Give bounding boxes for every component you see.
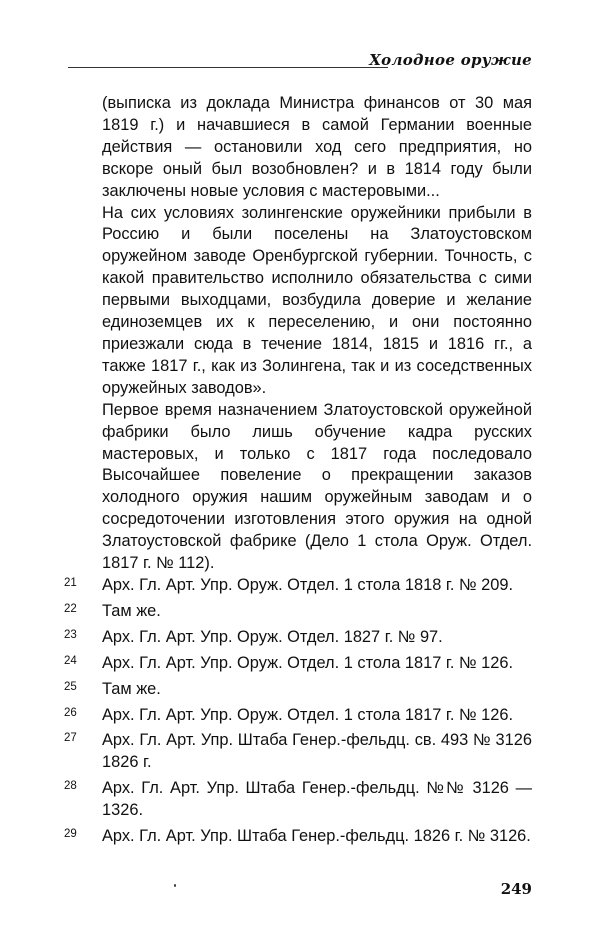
footnote [64,627,532,649]
footnote-number: 21 [64,577,77,589]
footnote-number: 29 [64,828,77,841]
ink-speck [174,884,176,887]
main-text [102,93,532,575]
footnote [64,575,532,597]
footnote-text: Там же. [102,679,161,698]
paragraph: Первое время назначением Златоустовской оружейной фабрики было лишь обучение кадра русских мастеровых, и только с 1817 года последовало Высочайшее повеление о прекращении заказов холодного оружия нашим оружейным заводам и о сосредоточении изготовления этого оружия на одной Златоустовской фабрике (Дело 1 стола Оруж. Отдел. 1817 г. № 112). [102,400,532,573]
footnote-text: Арх. Гл. Арт. Упр. Штаба Генер.-фельдц. св. 493 № 3126 1826 г. [102,731,532,772]
footnote-text: Там же. [102,601,161,620]
footnote-text: Арх. Гл. Арт. Упр. Штаба Генер.-фельдц. №№ 3126 — 1326. [102,779,532,820]
running-header-title: Холодное оружие [369,51,532,69]
footnote-number: 27 [64,732,77,745]
header-rule [68,67,388,68]
paragraph: На сих условиях золингенские оружейники прибыли в Россию и были поселены на Златоустовском оружейном заводе Оренбургской губернии. Точность, с какой правительство исполнило обязательства с сими первыми выходцами, возбудила доверие и желание единоземцев их к переселению, и они постоянно приезжали сюда в течение 1814, 1815 и 1816 гг., а также 1817 г., как из Золингена, так и из соседственных оружейных заводов». [102,203,532,397]
footnote-text: Арх. Гл. Арт. Упр. Оруж. Отдел. 1827 г. № 97. [102,627,443,646]
footnote-number: 26 [64,706,77,719]
footnote [64,679,532,701]
footnote [64,705,532,727]
footnote [64,601,532,623]
paragraph: (выписка из доклада Министра финансов от 30 мая 1819 г.) и начавшиеся в самой Германии военные действия — остановили ход сего предприятия, но вскоре оный был возобновлен? и в 1814 году были заключены новые условия с мастеровыми... [102,94,532,200]
footnote [64,653,532,675]
footnote-text: Арх. Гл. Арт. Упр. Оруж. Отдел. 1 стола 1817 г. № 126. [102,705,514,724]
footnote-text: Арх. Гл. Арт. Упр. Штаба Генер.-фельдц. 1826 г. № 3126. [102,827,531,846]
footnote-text: Арх. Гл. Арт. Упр. Оруж. Отдел. 1 стола 1818 г. № 209. [102,576,514,594]
footnote-text: Арх. Гл. Арт. Упр. Оруж. Отдел. 1 стола 1817 г. № 126. [102,653,514,672]
footnote-number: 28 [64,780,77,793]
footnote [64,730,532,774]
footnote-number: 23 [64,628,77,641]
footnote-number: 24 [64,654,77,667]
footnote-number: 25 [64,680,77,693]
footnote [64,826,532,848]
footnote [64,778,532,822]
footnote-number: 22 [64,602,77,615]
page-number: 249 [500,880,532,898]
footnotes [64,575,532,852]
